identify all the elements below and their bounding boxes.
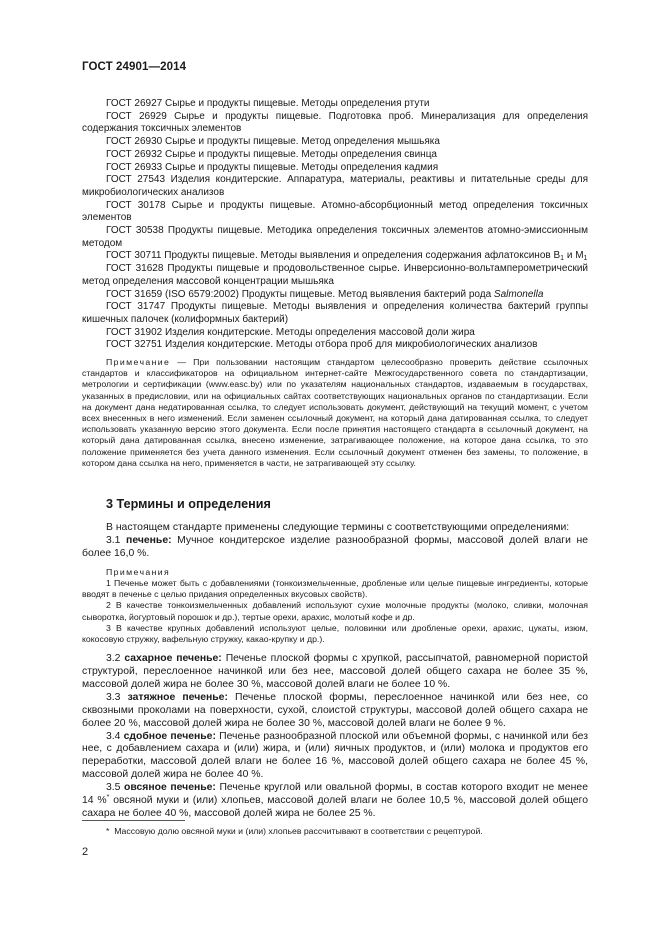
reference-item: ГОСТ 26927 Сырье и продукты пищевые. Методы определения ртути	[106, 98, 430, 109]
section-3	[82, 497, 588, 821]
reference-item-30711: ГОСТ 30711 Продукты пищевые. Методы выявления и определения содержания афлатоксинов $B_1$ и $M_1$	[106, 250, 588, 263]
section-intro: В настоящем стандарте применены следующие термины с соответствующими определениями:	[106, 522, 570, 533]
note-item: 3 В качестве крупных добавлений используют целые, половинки или дробленые орехи, арахис, цукаты, изюм, кокосовую стружку, вафельную стружку, какао-крупку и др.).	[82, 622, 588, 644]
definition-3-5: 3.5 овсяное печенье: Печенье круглой или овальной формы, в состав которого входит не менее 14 %* овсяной муки и (или) хлопьев, массовой долей влаги не более 10,5 %, массовой долей общего сахара не более 40 %, массовой долей жира не более 25 %.	[82, 782, 588, 820]
page-number: 2	[82, 846, 89, 858]
definition-3-4: 3.4 сдобное печенье: Печенье разнообразной плоской или объемной формы, с начинкой или без нее, с добавлением сахара и (или) жира, и (или) яичных продуктов, и (или) молока и продуктов его переработки, массовой долей влаги не более 16 %, массовой долей общего сахара не более 45 %, массовой долей жира не более 40 %.	[82, 730, 588, 781]
footnote-rule	[82, 820, 185, 821]
reference-item: ГОСТ 32751 Изделия кондитерские. Методы отбора проб для микробиологических анализов	[106, 339, 538, 351]
reference-item: ГОСТ 31902 Изделия кондитерские. Методы определения массовой доли жира	[106, 326, 475, 338]
note-label: Примечание	[106, 357, 171, 367]
reference-item: ГОСТ 30178 Сырье и продукты пищевые. Атомно-абсорбционный метод определения токсичных элементов	[82, 199, 588, 224]
reference-item: ГОСТ 30538 Продукты пищевые. Методика определения токсичных элементов атомно-эмиссионным методом	[82, 225, 588, 249]
definition-3-2: 3.2 сахарное печенье: Печенье плоской формы с хрупкой, рассыпчатой, равномерной пористой структурой, переслоенное начинкой или без нее, массовой долей общего сахара не более 35 %, массовой долей жира не более 30 %, массовой долей влаги не более 10 %.	[82, 653, 588, 690]
reference-item: ГОСТ 26930 Сырье и продукты пищевые. Метод определения мышьяка	[106, 136, 440, 148]
reference-item: ГОСТ 31628 Продукты пищевые и продовольственное сырье. Инверсионно-вольтамперометрический метод определения массовой концентрации мышьяка	[82, 263, 588, 287]
usage-note	[82, 357, 588, 469]
note-item: 1 Печенье может быть с добавлениями (тонкоизмельченные, дробленые или целые пищевые ингредиенты, которые вводят в печенье с целью придания определенных вкусовых свойств).	[82, 577, 588, 600]
note-text: — При пользовании настоящим стандартом целесообразно проверить действие ссылочных стандартов и классификаторов на официальном интернет-сайте Межгосударственного совета по стандартизации, метрологии и сертификации (www.easc.by) или по указателям национальных стандартов, издаваемым в государствах, указанных в предисловии, или на официальных сайтах соответствующих национальных органов по стандартизации. Если на документ дана недатированная ссылка, то следует использовать документ, действующий на текущий момент, с учетом всех внесенных в него изменений. Если заменен ссылочный документ, на который дана датированная ссылка, то следует использовать указанную версию этого документа. Если после принятия настоящего стандарта в ссылочный документ, на который дана датированная ссылка, внесено изменение, затрагивающее положение, на которое дана ссылка, то это положение применяется без учета данного изменения. Если ссылочный документ отменен без замены, то положение, в котором дана ссылка на него, применяется в части, не затрагивающей эту ссылку.	[82, 357, 588, 468]
reference-item-31659: ГОСТ 31659 (ISO 6579:2002) Продукты пищевые. Метод выявления бактерий рода Salmonella	[106, 288, 544, 300]
reference-item: ГОСТ 26933 Сырье и продукты пищевые. Методы определения кадмия	[106, 161, 439, 173]
definition-3-1: 3.1 печенье: Мучное кондитерское изделие разнообразной формы, массовой долей влаги не более 16,0 %.	[82, 534, 588, 559]
notes-label: Примечания	[106, 566, 171, 577]
reference-item: ГОСТ 27543 Изделия кондитерские. Аппаратура, материалы, реактивы и питательные среды для микробиологических анализов	[82, 174, 588, 198]
definition-3-3: 3.3 затяжное печенье: Печенье плоской формы, переслоенное начинкой или без нее, со сквозными проколами на поверхности, сухой, слоистой структуры, массовой долей общего сахара не более 20 %, массовой долей жира не более 30 %, массовой долей влаги не более 9 %.	[82, 691, 588, 729]
footnote-mark: *	[106, 826, 110, 836]
footnote-text: Массовую долю овсяной муки и (или) хлопьев рассчитывают в соответствии с рецептурой.	[114, 826, 483, 836]
document-header: ГОСТ 24901—2014	[82, 61, 187, 73]
reference-item: ГОСТ 26929 Сырье и продукты пищевые. Подготовка проб. Минерализация для определения содержания токсичных элементов	[82, 110, 588, 135]
reference-item: ГОСТ 26932 Сырье и продукты пищевые. Методы определения свинца	[106, 148, 437, 160]
section-title: 3 Термины и определения	[106, 497, 271, 511]
reference-item: ГОСТ 31747 Продукты пищевые. Методы выявления и определения количества бактерий группы кишечных палочек (колиформных бактерий)	[82, 301, 588, 325]
note-item: 2 В качестве тонкоизмельченных добавлений используют сухие молочные продукты (молоко, сливки, молочная сыворотка, йогуртовый порошок и др.), тертые орехи, арахис, молотый кофе и др.	[82, 600, 588, 622]
references-list	[82, 98, 588, 352]
footnote	[106, 826, 588, 837]
footnote-marker: *	[106, 794, 110, 802]
